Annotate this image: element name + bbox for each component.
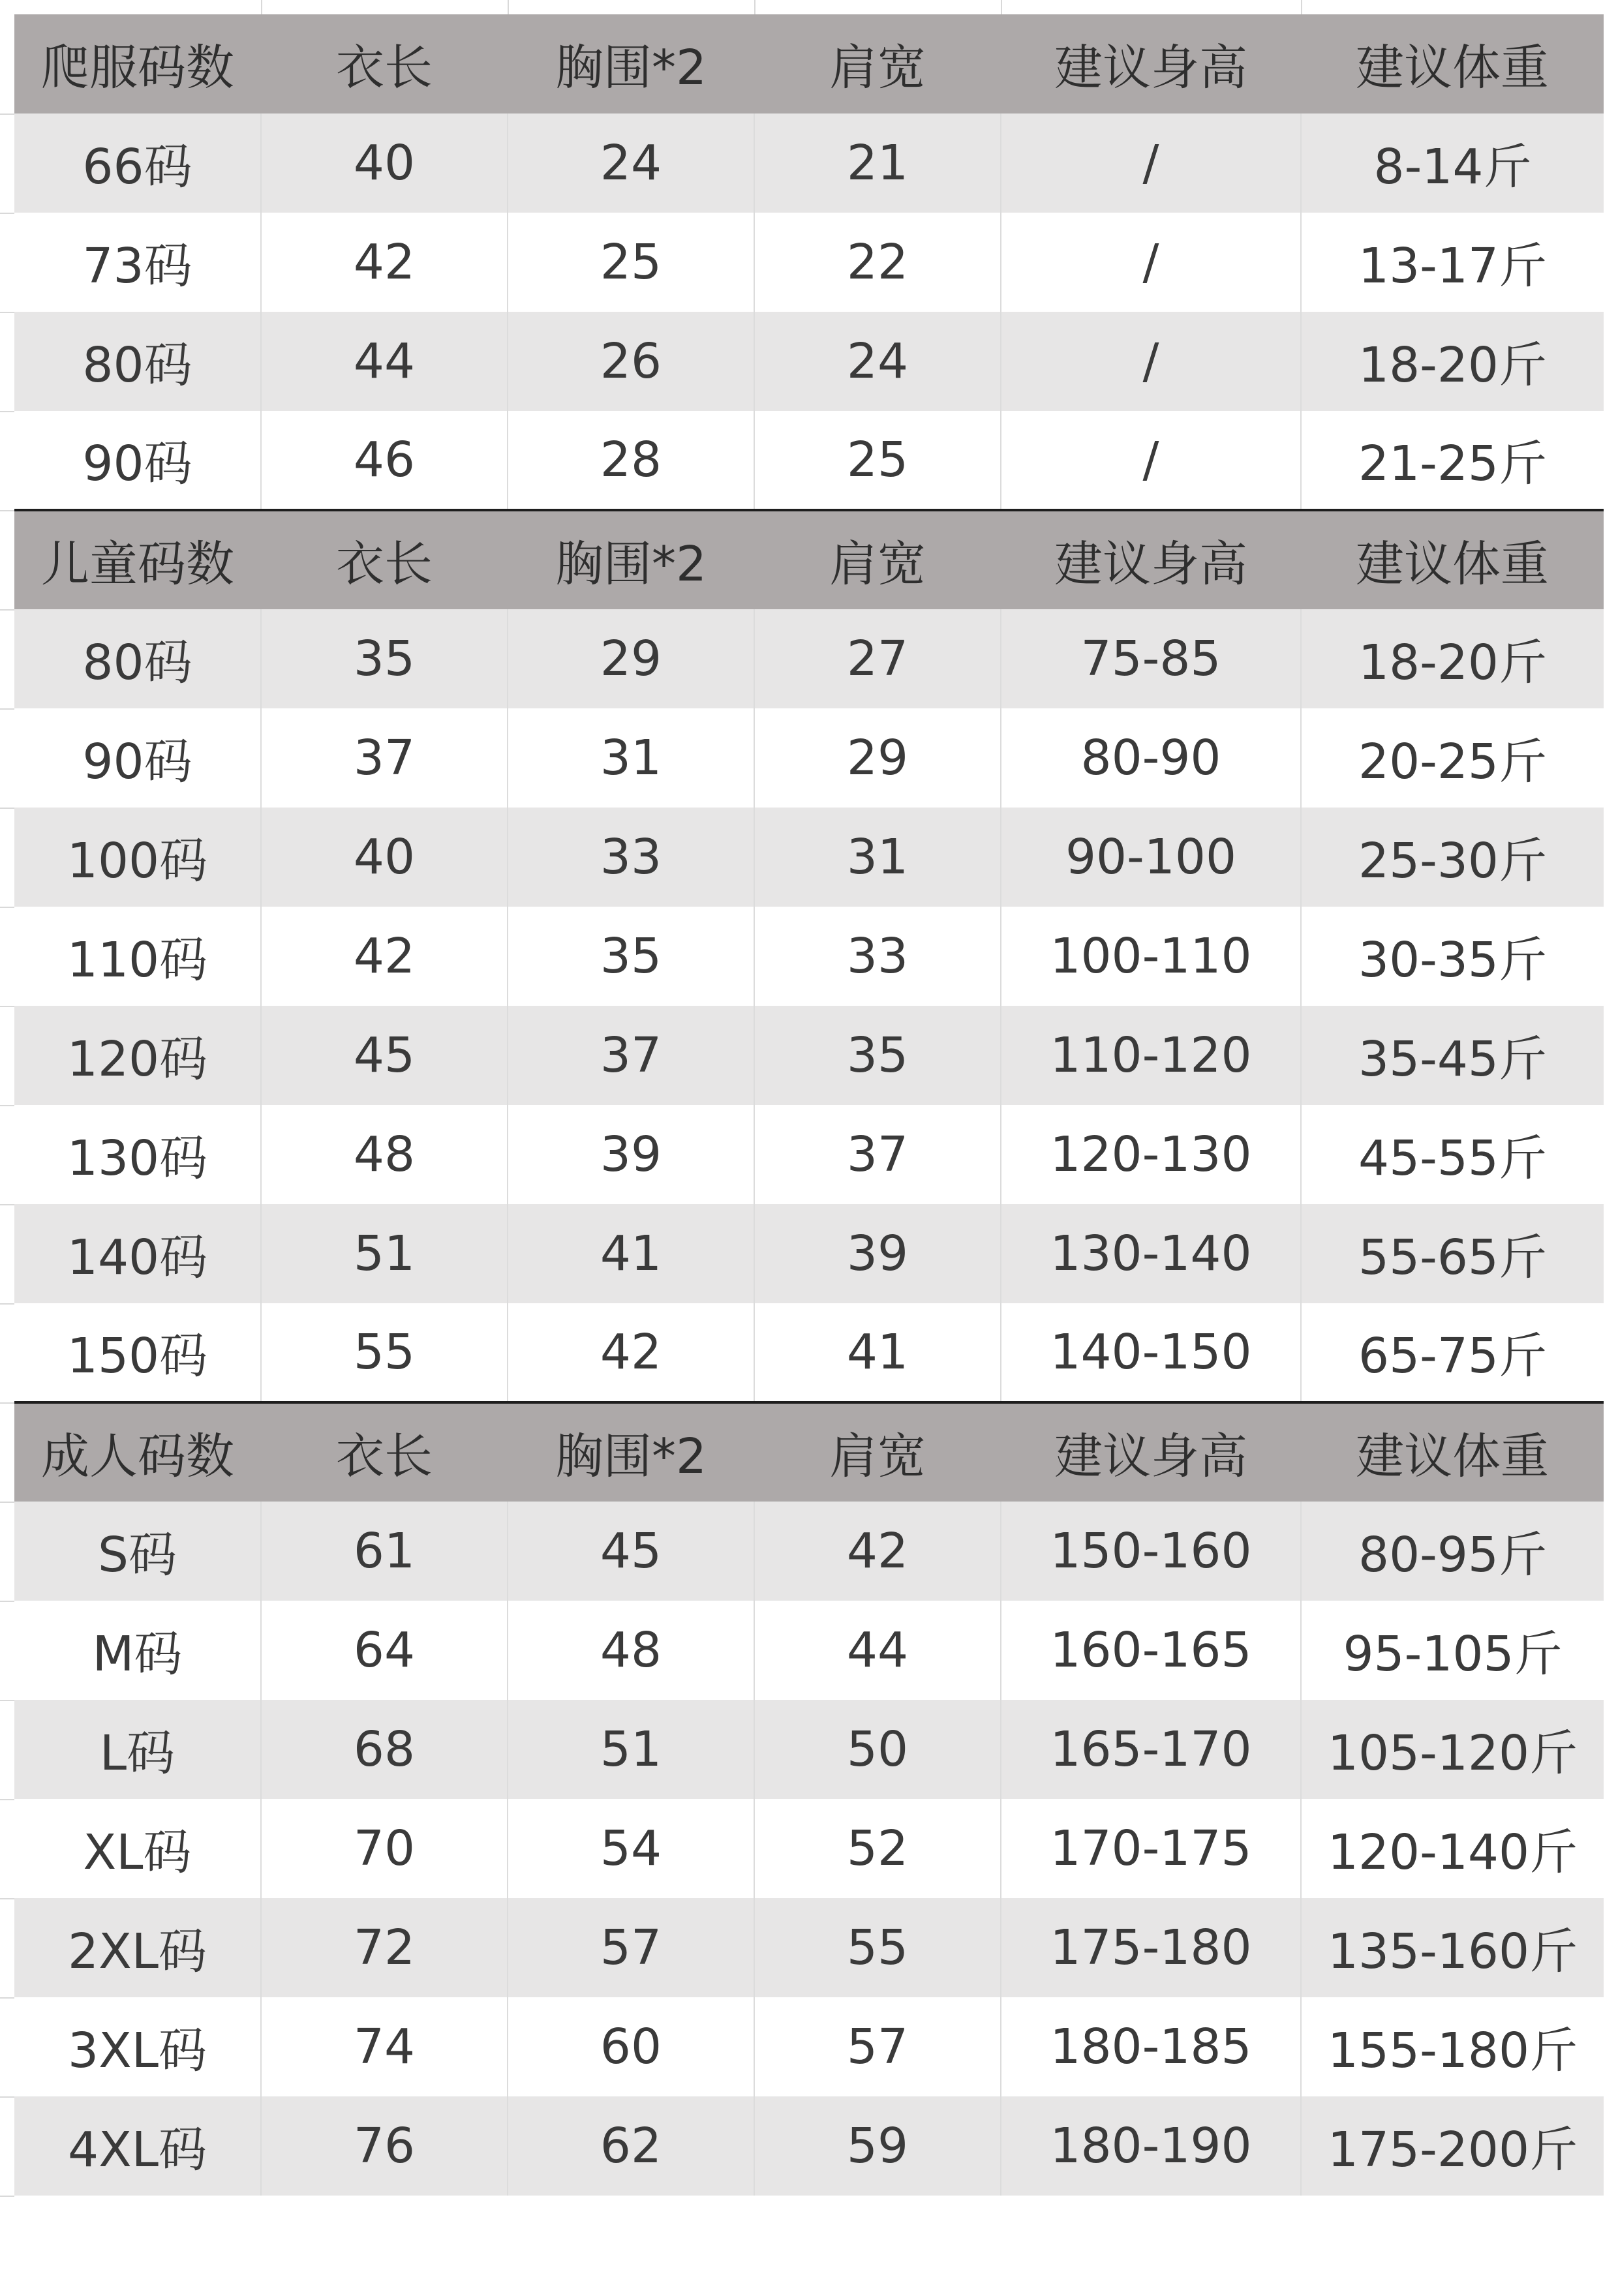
header-cell-height[interactable]: 建议身高 [1001, 1402, 1301, 1502]
cell-weight[interactable]: 120-140斤 [1301, 1799, 1604, 1898]
cell-height[interactable]: 140-150 [1001, 1303, 1301, 1402]
cell-length[interactable]: 45 [261, 1006, 508, 1105]
cell-height[interactable]: 150-160 [1001, 1502, 1301, 1601]
cell-chest[interactable]: 51 [508, 1700, 754, 1799]
gridline [0, 1204, 14, 1205]
cell-size[interactable]: S码 [14, 1502, 261, 1601]
cell-height[interactable]: 130-140 [1001, 1204, 1301, 1303]
gridline [754, 0, 756, 14]
cell-weight[interactable]: 45-55斤 [1301, 1105, 1604, 1204]
gridline [0, 1997, 14, 1999]
cell-size[interactable]: 150码 [14, 1303, 261, 1402]
table-row [14, 1204, 1604, 1303]
cell-chest[interactable]: 24 [508, 113, 754, 213]
cell-shoulder[interactable]: 21 [754, 113, 1001, 213]
cell-shoulder[interactable]: 41 [754, 1303, 1001, 1402]
cell-chest[interactable]: 42 [508, 1303, 754, 1402]
header-cell-chest[interactable]: 胸围*2 [508, 14, 754, 113]
cell-weight[interactable]: 18-20斤 [1301, 312, 1604, 411]
cell-weight[interactable]: 18-20斤 [1301, 609, 1604, 708]
gridline [0, 1700, 14, 1701]
gridline [0, 510, 14, 511]
table-row [14, 411, 1604, 510]
gridline [0, 1601, 14, 1602]
section-header-row [14, 1402, 1604, 1502]
cell-size[interactable]: 73码 [14, 213, 261, 312]
table-row [14, 1601, 1604, 1700]
table-row [14, 1799, 1604, 1898]
cell-length[interactable]: 64 [261, 1601, 508, 1700]
cell-chest[interactable]: 48 [508, 1601, 754, 1700]
table-row [14, 609, 1604, 708]
cell-shoulder[interactable]: 55 [754, 1898, 1001, 1997]
header-cell-shoulder[interactable]: 肩宽 [754, 510, 1001, 609]
cell-size[interactable]: 120码 [14, 1006, 261, 1105]
cell-chest[interactable]: 28 [508, 411, 754, 510]
cell-length[interactable]: 46 [261, 411, 508, 510]
cell-shoulder[interactable]: 52 [754, 1799, 1001, 1898]
cell-shoulder[interactable]: 22 [754, 213, 1001, 312]
cell-weight[interactable]: 65-75斤 [1301, 1303, 1604, 1402]
cell-size[interactable]: L码 [14, 1700, 261, 1799]
header-cell-shoulder[interactable]: 肩宽 [754, 14, 1001, 113]
table-row [14, 808, 1604, 907]
cell-shoulder[interactable]: 59 [754, 2096, 1001, 2196]
gridline [0, 1303, 14, 1305]
cell-length[interactable]: 61 [261, 1502, 508, 1601]
gridline [1301, 0, 1302, 14]
cell-shoulder[interactable]: 44 [754, 1601, 1001, 1700]
cell-length[interactable]: 37 [261, 708, 508, 808]
cell-weight[interactable]: 35-45斤 [1301, 1006, 1604, 1105]
cell-chest[interactable]: 39 [508, 1105, 754, 1204]
cell-shoulder[interactable]: 39 [754, 1204, 1001, 1303]
cell-chest[interactable]: 57 [508, 1898, 754, 1997]
cell-length[interactable]: 42 [261, 907, 508, 1006]
cell-size[interactable]: 80码 [14, 609, 261, 708]
cell-weight[interactable]: 20-25斤 [1301, 708, 1604, 808]
cell-size[interactable]: 100码 [14, 808, 261, 907]
header-cell-chest[interactable]: 胸围*2 [508, 1402, 754, 1502]
gridline [0, 312, 14, 313]
cell-size[interactable]: 140码 [14, 1204, 261, 1303]
table-row [14, 213, 1604, 312]
cell-height[interactable]: 160-165 [1001, 1601, 1301, 1700]
cell-shoulder[interactable]: 31 [754, 808, 1001, 907]
cell-height[interactable]: 100-110 [1001, 907, 1301, 1006]
cell-length[interactable]: 44 [261, 312, 508, 411]
cell-size[interactable]: 90码 [14, 411, 261, 510]
header-cell-weight[interactable]: 建议体重 [1301, 14, 1604, 113]
header-cell-weight[interactable]: 建议体重 [1301, 510, 1604, 609]
cell-size[interactable]: 130码 [14, 1105, 261, 1204]
cell-chest[interactable]: 29 [508, 609, 754, 708]
cell-length[interactable]: 48 [261, 1105, 508, 1204]
cell-chest[interactable]: 37 [508, 1006, 754, 1105]
gridline [0, 708, 14, 710]
gridline [0, 609, 14, 611]
cell-length[interactable]: 76 [261, 2096, 508, 2196]
cell-height[interactable]: / [1001, 113, 1301, 213]
cell-weight[interactable]: 155-180斤 [1301, 1997, 1604, 2096]
cell-height[interactable]: 120-130 [1001, 1105, 1301, 1204]
cell-length[interactable]: 68 [261, 1700, 508, 1799]
cell-weight[interactable]: 13-17斤 [1301, 213, 1604, 312]
cell-chest[interactable]: 26 [508, 312, 754, 411]
cell-height[interactable]: 165-170 [1001, 1700, 1301, 1799]
cell-shoulder[interactable]: 25 [754, 411, 1001, 510]
header-cell-shoulder[interactable]: 肩宽 [754, 1402, 1001, 1502]
cell-height[interactable]: / [1001, 411, 1301, 510]
cell-chest[interactable]: 54 [508, 1799, 754, 1898]
gridline [0, 1006, 14, 1007]
cell-shoulder[interactable]: 24 [754, 312, 1001, 411]
cell-height[interactable]: 180-190 [1001, 2096, 1301, 2196]
cell-length[interactable]: 35 [261, 609, 508, 708]
gridline [0, 1799, 14, 1800]
gridline [0, 1105, 14, 1106]
header-cell-length[interactable]: 衣长 [261, 1402, 508, 1502]
table-row [14, 312, 1604, 411]
header-cell-height[interactable]: 建议身高 [1001, 14, 1301, 113]
cell-weight[interactable]: 21-25斤 [1301, 411, 1604, 510]
cell-size[interactable]: 3XL码 [14, 1997, 261, 2096]
cell-height[interactable]: 75-85 [1001, 609, 1301, 708]
cell-chest[interactable]: 25 [508, 213, 754, 312]
cell-length[interactable]: 42 [261, 213, 508, 312]
cell-size[interactable]: XL码 [14, 1799, 261, 1898]
table-row [14, 1303, 1604, 1402]
cell-shoulder[interactable]: 37 [754, 1105, 1001, 1204]
section-header-row [14, 14, 1604, 113]
cell-size[interactable]: 2XL码 [14, 1898, 261, 1997]
gridline [0, 113, 14, 115]
cell-chest[interactable]: 31 [508, 708, 754, 808]
cell-shoulder[interactable]: 29 [754, 708, 1001, 808]
size-chart-body [14, 14, 1604, 2196]
cell-shoulder[interactable]: 57 [754, 1997, 1001, 2096]
cell-height[interactable]: / [1001, 213, 1301, 312]
header-cell-chest[interactable]: 胸围*2 [508, 510, 754, 609]
gridline [0, 1898, 14, 1899]
cell-chest[interactable]: 60 [508, 1997, 754, 2096]
cell-size[interactable]: 80码 [14, 312, 261, 411]
gridline [0, 808, 14, 809]
cell-weight[interactable]: 30-35斤 [1301, 907, 1604, 1006]
cell-chest[interactable]: 62 [508, 2096, 754, 2196]
cell-size[interactable]: 90码 [14, 708, 261, 808]
gridline [508, 0, 509, 14]
cell-shoulder[interactable]: 35 [754, 1006, 1001, 1105]
cell-shoulder[interactable]: 33 [754, 907, 1001, 1006]
cell-chest[interactable]: 41 [508, 1204, 754, 1303]
cell-weight[interactable]: 80-95斤 [1301, 1502, 1604, 1601]
gridline [0, 2196, 14, 2197]
table-row [14, 907, 1604, 1006]
cell-weight[interactable]: 25-30斤 [1301, 808, 1604, 907]
cell-weight[interactable]: 105-120斤 [1301, 1700, 1604, 1799]
cell-height[interactable]: 180-185 [1001, 1997, 1301, 2096]
cell-size[interactable]: 66码 [14, 113, 261, 213]
cell-weight[interactable]: 55-65斤 [1301, 1204, 1604, 1303]
cell-chest[interactable]: 45 [508, 1502, 754, 1601]
table-row [14, 708, 1604, 808]
size-chart-table [14, 14, 1604, 2196]
cell-length[interactable]: 40 [261, 113, 508, 213]
gridline [0, 411, 14, 412]
section-header-row [14, 510, 1604, 609]
table-row [14, 1105, 1604, 1204]
cell-shoulder[interactable]: 27 [754, 609, 1001, 708]
cell-weight[interactable]: 175-200斤 [1301, 2096, 1604, 2196]
header-cell-size[interactable]: 成人码数 [14, 1402, 261, 1502]
table-row [14, 1502, 1604, 1601]
table-row [14, 1700, 1604, 1799]
header-cell-length[interactable]: 衣长 [261, 14, 508, 113]
gridline [0, 2096, 14, 2098]
header-cell-height[interactable]: 建议身高 [1001, 510, 1301, 609]
cell-size[interactable]: 110码 [14, 907, 261, 1006]
cell-shoulder[interactable]: 42 [754, 1502, 1001, 1601]
table-row [14, 1898, 1604, 1997]
cell-length[interactable]: 72 [261, 1898, 508, 1997]
header-cell-weight[interactable]: 建议体重 [1301, 1402, 1604, 1502]
cell-weight[interactable]: 95-105斤 [1301, 1601, 1604, 1700]
cell-height[interactable]: 80-90 [1001, 708, 1301, 808]
cell-length[interactable]: 55 [261, 1303, 508, 1402]
cell-height[interactable]: 175-180 [1001, 1898, 1301, 1997]
cell-shoulder[interactable]: 50 [754, 1700, 1001, 1799]
cell-weight[interactable]: 8-14斤 [1301, 113, 1604, 213]
table-row [14, 2096, 1604, 2196]
table-row [14, 1006, 1604, 1105]
gridline [0, 213, 14, 214]
cell-height[interactable]: / [1001, 312, 1301, 411]
gridline [1001, 0, 1002, 14]
cell-length[interactable]: 40 [261, 808, 508, 907]
cell-height[interactable]: 170-175 [1001, 1799, 1301, 1898]
cell-chest[interactable]: 33 [508, 808, 754, 907]
cell-chest[interactable]: 35 [508, 907, 754, 1006]
cell-length[interactable]: 51 [261, 1204, 508, 1303]
table-row [14, 113, 1604, 213]
cell-height[interactable]: 110-120 [1001, 1006, 1301, 1105]
table-row [14, 1997, 1604, 2096]
cell-length[interactable]: 70 [261, 1799, 508, 1898]
cell-size[interactable]: M码 [14, 1601, 261, 1700]
header-cell-size[interactable]: 儿童码数 [14, 510, 261, 609]
gridline [0, 907, 14, 908]
cell-height[interactable]: 90-100 [1001, 808, 1301, 907]
cell-weight[interactable]: 135-160斤 [1301, 1898, 1604, 1997]
header-cell-size[interactable]: 爬服码数 [14, 14, 261, 113]
gridline [0, 1402, 14, 1404]
gridline [261, 0, 262, 14]
header-cell-length[interactable]: 衣长 [261, 510, 508, 609]
cell-length[interactable]: 74 [261, 1997, 508, 2096]
cell-size[interactable]: 4XL码 [14, 2096, 261, 2196]
gridline [0, 1502, 14, 1503]
